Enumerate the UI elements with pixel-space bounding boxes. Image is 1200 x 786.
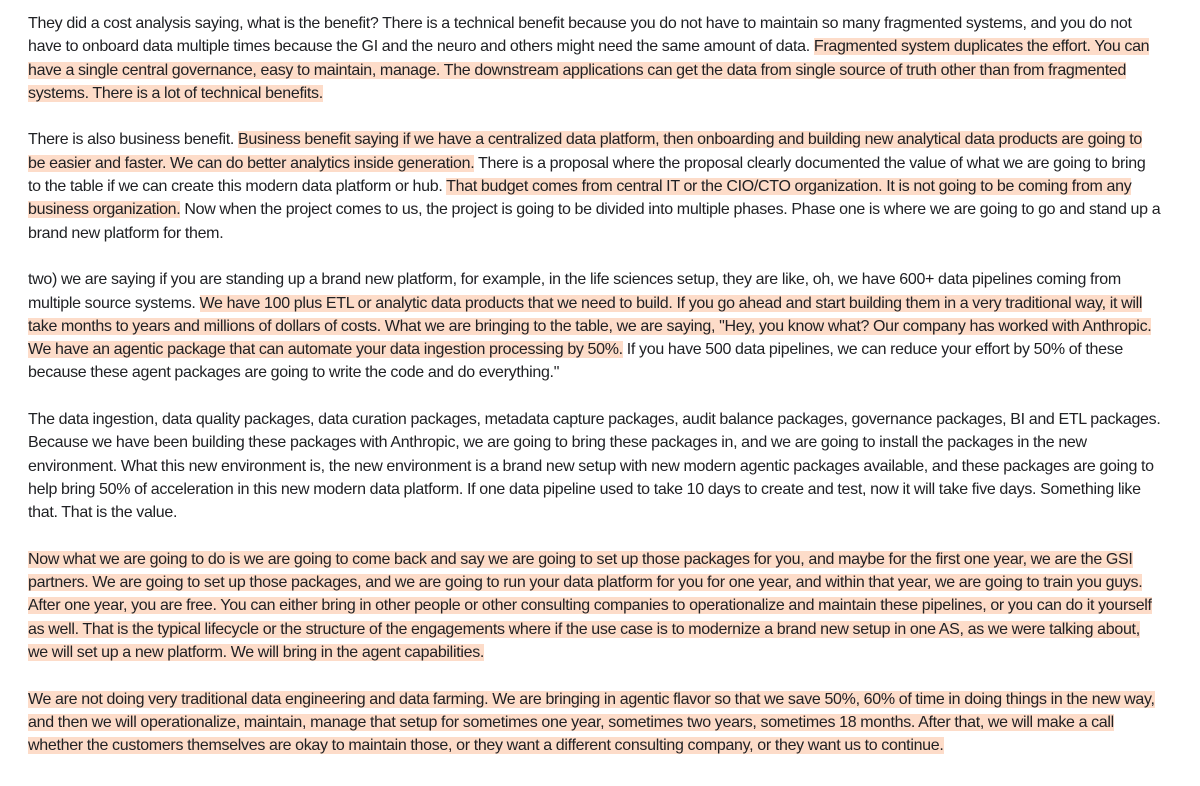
text-segment: There is also business benefit. (28, 131, 238, 149)
text-segment: If you have 500 data pipelines, we can reduce your effort by 50% of these because these agent packages are going to write the code and do everything." (28, 341, 1124, 382)
text-segment: The data ingestion, data quality packages, data curation packages, metadata capture packages, audit balance packages, governance packages, BI and ETL packages. Because we have been building these packages with Anthropic, we are going to bring these packages in, and we are going to install the packages in the new environment. What this new environment is, the new environment is a brand new setup with new modern agentic packages available, and these packages are going to help bring 50% of acceleration in this new modern data platform. If one data pipeline used to take 10 days to create and test, now it will take five days. Something like that. That is the value. (28, 411, 1161, 522)
paragraph (28, 688, 1162, 758)
highlighted-text: Now what we are going to do is we are going to come back and say we are going to set up those packages for you, and maybe for the first one year, we are the GSI partners. We are going to set up those packages, and we are going to run your data platform for you for one year, and within that year, we are going to train you guys. After one year, you are free. You can either bring in other people or other consulting companies to operationalize and maintain these pipelines, or you can do it yourself as well. That is the typical lifecycle or the structure of the engagements where if the use case is to modernize a brand new setup in one AS, as we were talking about, we will set up a new platform. We will bring in the agent capabilities. (28, 550, 1152, 662)
paragraph (28, 268, 1162, 384)
highlighted-text: Fragmented system duplicates the effort. You can have a single central governance, easy to maintain, manage. The downstream applications can get the data from single source of truth other than from fragmented systems. There is a lot of technical benefits. (28, 38, 1150, 102)
highlighted-text: That budget comes from central IT or the CIO/CTO organization. It is not going to be coming from any business organization. (28, 178, 1132, 219)
highlighted-text: We are not doing very traditional data engineering and data farming. We are bringing in agentic flavor so that we save 50%, 60% of time in doing things in the new way, and then we will operationalize, maintain, manage that setup for sometimes one year, sometimes two years, sometimes 18 months. After that, we will make a call whether the customers themselves are okay to maintain those, or they want a different consulting company, or they want us to continue. (28, 690, 1155, 755)
paragraph (28, 548, 1162, 664)
paragraph (28, 128, 1162, 244)
highlighted-text: We have 100 plus ETL or analytic data products that we need to build. If you go ahead and start building them in a very traditional way, it will take months to years and millions of dollars of costs. What we are bringing to the table, we are saying, "Hey, you know what? Our company has worked with Anthropic. We have an agentic package that can automate your data ingestion processing by 50%. (28, 294, 1152, 359)
paragraph (28, 408, 1162, 524)
text-segment: Now when the project comes to us, the project is going to be divided into multiple phases. Phase one is where we are going to go and stand up a brand new platform for them. (28, 201, 1161, 242)
highlighted-text: Business benefit saying if we have a centralized data platform, then onboarding and building new analytical data products are going to be easier and faster. We can do better analytics inside generation. (28, 131, 1142, 172)
text-segment: They did a cost analysis saying, what is the benefit? There is a technical benefit because you do not have to maintain so many fragmented systems, and you do not have to onboard data multiple times because the GI and the neuro and others might need the same amount of data. (28, 15, 1132, 56)
text-segment: There is a proposal where the proposal clearly documented the value of what we are going to bring to the table if we can create this modern data platform or hub. (28, 154, 1146, 196)
text-segment: two) we are saying if you are standing up a brand new platform, for example, in the life sciences setup, they are like, oh, we have 600+ data pipelines coming from multiple source systems. (28, 271, 1121, 312)
paragraph (28, 12, 1162, 105)
